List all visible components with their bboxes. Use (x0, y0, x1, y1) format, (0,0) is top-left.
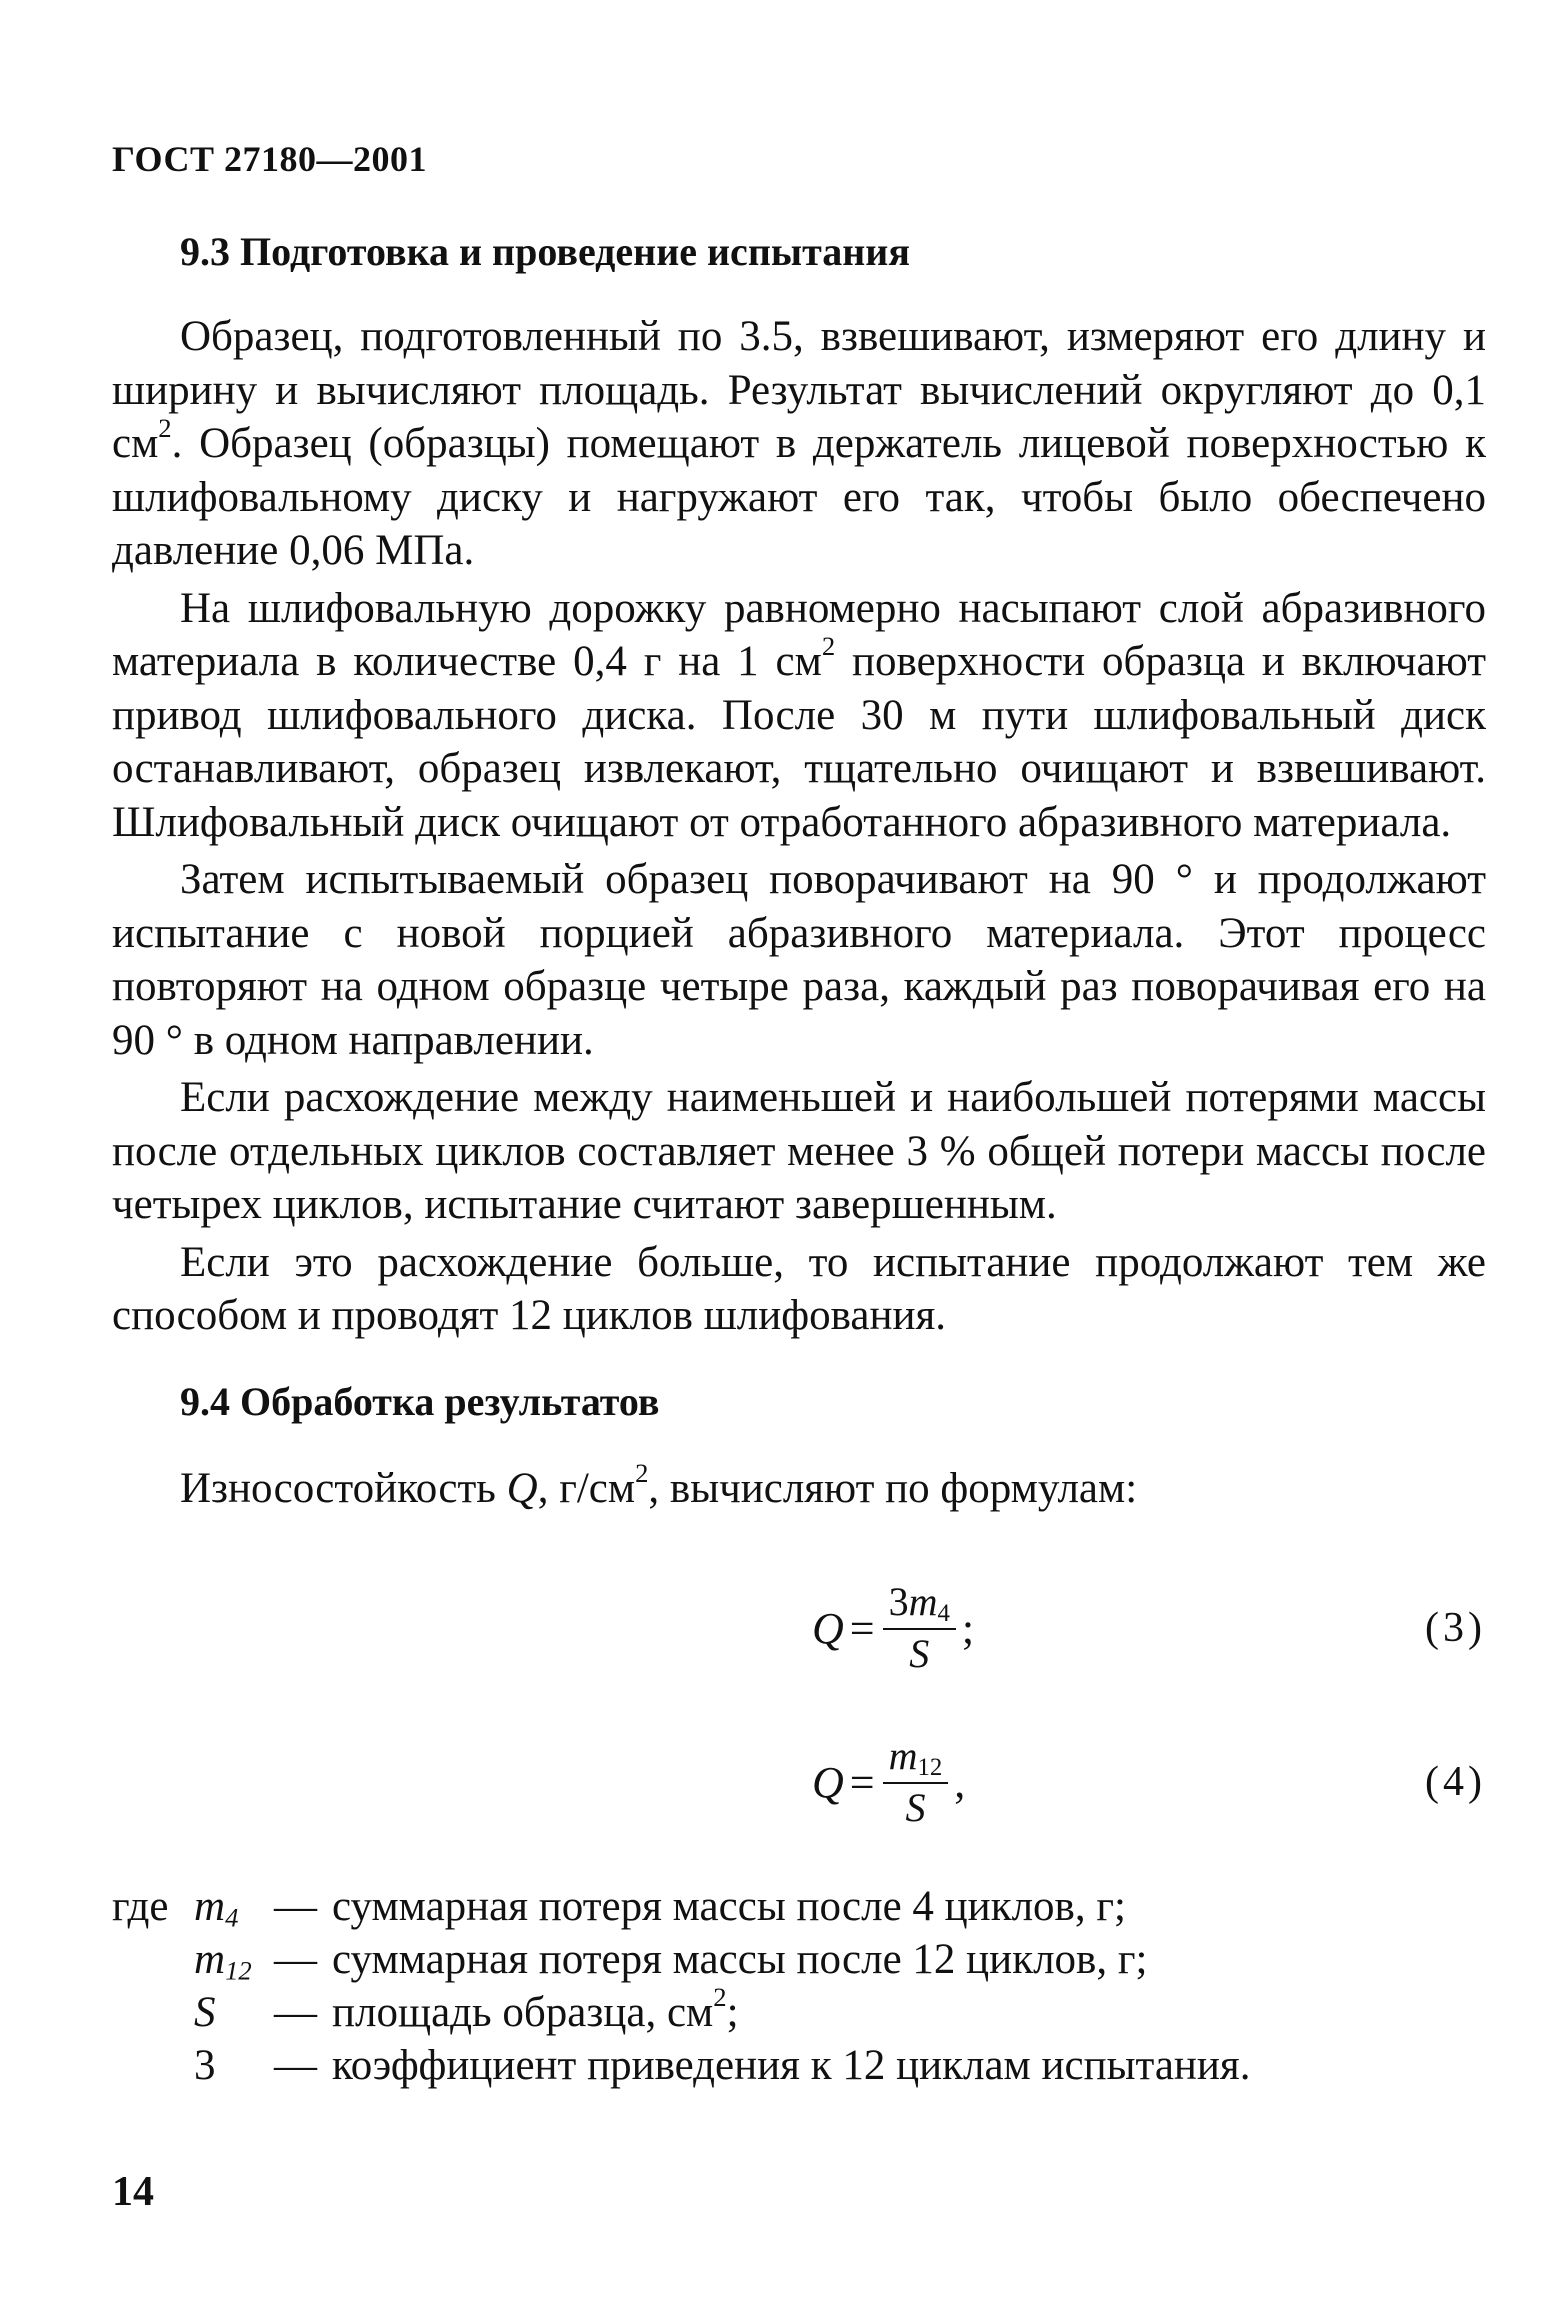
legend-row-m12: $m_{12}$ — суммарная потеря массы после 12 циклов, г; (194, 1936, 1148, 1986)
legend-row-coefficient: 3 — коэффициент приведения к 12 циклам испытания. (194, 2042, 1251, 2089)
paragraph-2: На шлифовальную дорожку равномерно насыпают слой абразивного материала в количестве 0,4 г на 1 $см^2$ поверхности образца и включают привод шлифовального диска. После 30 м пути шлифовальный диск останавливают, образец извлекают, тщательно очищают и взвешивают. Шлифовальный диск очищают от отработанного абразивного материала. (112, 584, 1486, 846)
paragraph-5: Если это расхождение больше, то испытание продолжают тем же способом и проводят 12 циклов шлифования. (112, 1238, 1486, 1339)
formula-number-4: (4) (1425, 1759, 1486, 1805)
paragraph-3: Затем испытываемый образец поворачивают на 90 ° и продолжают испытание с новой порцией абразивного материала. Этот процесс повторяют на одном образце четыре раза, каждый раз поворачивая его на 90 ° в одном направлении. (112, 856, 1486, 1064)
paragraph-4: Если расхождение между наименьшей и наибольшей потерями массы после отдельных циклов составляет менее 3 % общей потери массы после четырех циклов, испытание считают завершенным. (112, 1074, 1486, 1228)
fraction: $\frac{m_{12}}{S}$ (883, 1734, 949, 1830)
formula-4-row (112, 1722, 1486, 1842)
section-heading-9-4: 9.4 Обработка результатов (180, 1379, 660, 1424)
formula-4: Q = $\frac{m_{12}}{S}$ , (812, 1733, 966, 1830)
variable-legend (112, 1880, 1250, 2092)
fraction: $\frac{3m_4}{S}$ (883, 1580, 956, 1676)
formula-3-row (112, 1568, 1486, 1688)
page-number: 14 (112, 2169, 154, 2215)
standard-header: ГОСТ 27180—2001 (112, 139, 427, 179)
legend-row-m4: где $m_4$ — суммарная потеря массы после 4 циклов, г; (112, 1883, 1126, 1933)
formula-intro: Износостойкость Q, $г/см^2$, вычисляют по формулам: (180, 1458, 1138, 1512)
formula-3: Q = $\frac{3m_4}{S}$ ; (812, 1579, 975, 1676)
legend-row-s: S — площадь образца, $см^2$; (194, 1982, 739, 2036)
section-heading-9-3: 9.3 Подготовка и проведение испытания (180, 229, 910, 274)
formula-number-3: (3) (1425, 1605, 1486, 1651)
section-9-3-body (112, 310, 1486, 1343)
paragraph-1: Образец, подготовленный по 3.5, взвешивают, измеряют его длину и ширину и вычисляют площадь. Результат вычислений округляют до 0,1 $см^2$. Образец (образцы) помещают в держатель лицевой поверхностью к шлифовальному диску и нагружают его так, чтобы было обеспечено давление 0,06 МПа. (112, 313, 1486, 574)
